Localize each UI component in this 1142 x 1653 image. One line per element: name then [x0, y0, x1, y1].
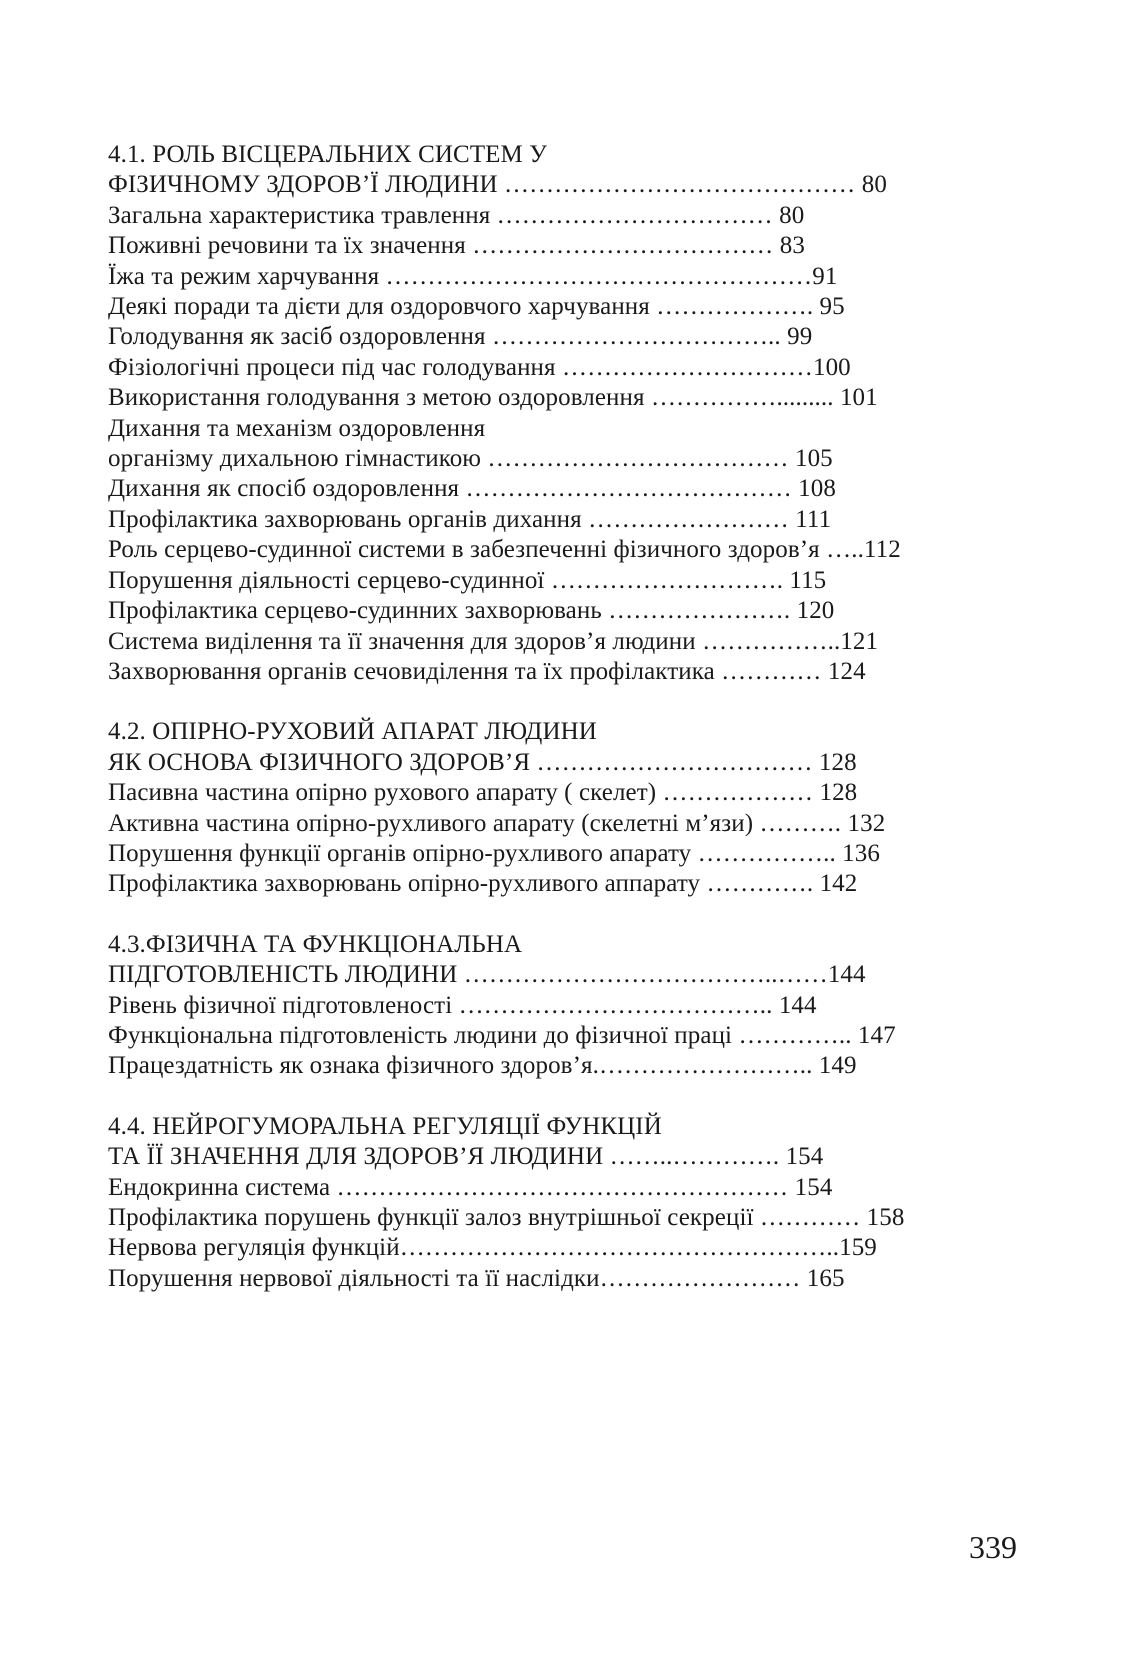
toc-entry: Функціональна підготовленість людини до фізичної праці ………….. 147 [108, 1021, 896, 1049]
toc-entry: Профілактика порушень функції залоз внутрішньої секреції ………… 158 [108, 1204, 905, 1231]
section-heading-line-2: ТА ЇЇ ЗНАЧЕННЯ ДЛЯ ЗДОРОВ’Я ЛЮДИНИ ……..…………. 154 [108, 1143, 824, 1171]
toc-entry: Працездатність як ознака фізичного здоров’я.…………………….. 149 [108, 1052, 857, 1080]
page-number: 339 [969, 1529, 1017, 1565]
toc-entry: Їжа та режим харчування ……………………………………………91 [108, 262, 838, 290]
toc-entry: Нервова регуляція функцій……………………………………………..159 [108, 1234, 877, 1262]
toc-entry: Загальна характеристика травлення …………………………… 80 [108, 201, 805, 229]
section-heading-line-1: 4.1. РОЛЬ ВІСЦЕРАЛЬНИХ СИСТЕМ У [108, 141, 548, 168]
section-heading-line-1: 4.3.ФІЗИЧНА ТА ФУНКЦІОНАЛЬНА [108, 930, 523, 958]
toc-entry: Використання голодування з метою оздоровлення ……………......... 101 [108, 384, 878, 412]
toc-entry: Профілактика серцево-судинних захворювань …………………. 120 [108, 597, 835, 625]
toc-entry: Дихання як спосіб оздоровлення ………………………………… 108 [108, 475, 836, 503]
toc-entry: Захворювання органів сечовиділення та їх профілактика ………… 124 [108, 657, 866, 685]
toc-section-4-2 [108, 717, 988, 899]
toc-entry: Рівень фізичної підготовленості ……………………………….. 144 [108, 991, 817, 1019]
toc-entry: Голодування як засіб оздоровлення …………………………….. 99 [108, 323, 813, 351]
section-heading-line-1: 4.2. ОПІРНО-РУХОВИЙ АПАРАТ ЛЮДИНИ [108, 718, 597, 746]
toc-entry: Деякі поради та дієти для оздоровчого харчування ………………. 95 [108, 293, 845, 321]
toc-entry: Роль серцево-судинної системи в забезпеченні фізичного здоров’я …..112 [108, 536, 901, 564]
toc-entry: Пасивна частина опірно рухового апарату ( скелет) ……………… 128 [108, 779, 858, 807]
section-heading-line-2: ЯК ОСНОВА ФІЗИЧНОГО ЗДОРОВ’Я …………………………… 128 [108, 748, 857, 776]
toc-entry: Фізіологічні процеси під час голодування …………………………100 [108, 353, 851, 381]
toc-entry: Порушення функції органів опірно-рухливого апарату …………….. 136 [108, 839, 880, 867]
toc-section-4-4 [108, 1112, 988, 1294]
toc-entry: Порушення діяльності серцево-судинної ………………………. 115 [108, 566, 827, 594]
section-heading-line-1: 4.4. НЕЙРОГУМОРАЛЬНА РЕГУЛЯЦІЇ ФУНКЦІЙ [108, 1112, 662, 1140]
toc-entry: Поживні речовини та їх значення ……………………………… 83 [108, 232, 805, 260]
toc-entry-line-2: організму дихальною гімнастикою ……………………………… 105 [108, 445, 833, 473]
toc-section-4-3 [108, 930, 988, 1082]
toc-entry: Профілактика захворювань опірно-рухливого аппарату …………. 142 [108, 870, 858, 898]
toc-entry: Система виділення та її значення для здоров’я людини ……………..121 [108, 627, 879, 655]
toc-entry: Активна частина опірно-рухливого апарату (скелетні м’язи) ………. 132 [108, 809, 886, 837]
table-of-contents [108, 140, 988, 1294]
section-heading-line-2: ФІЗИЧНОМУ ЗДОРОВ’Ї ЛЮДИНИ …………………………………… 80 [108, 171, 887, 199]
section-heading-line-2: ПІДГОТОВЛЕНІСТЬ ЛЮДИНИ ………………………………..……144 [108, 961, 866, 989]
toc-entry: Профілактика захворювань органів дихання …………………… 111 [108, 505, 832, 533]
toc-section-4-1 [108, 140, 988, 687]
toc-entry: Порушення нервової діяльності та її наслідки…………………… 165 [108, 1264, 845, 1292]
toc-entry-line-1: Дихання та механізм оздоровлення [108, 414, 486, 442]
toc-entry: Ендокринна система ……………………………………………… 154 [108, 1173, 833, 1201]
